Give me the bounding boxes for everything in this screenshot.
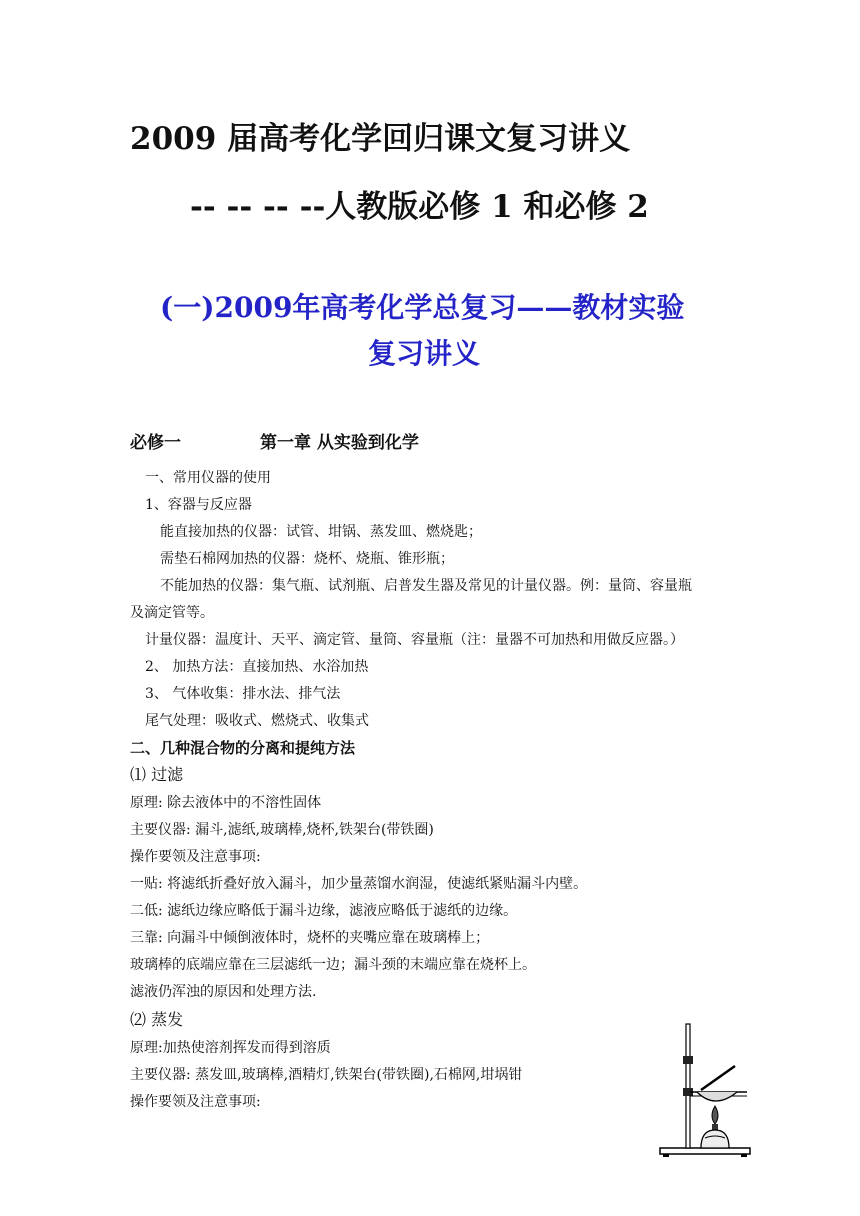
clamp-upper	[683, 1056, 693, 1064]
no-heat-line2: 及滴定管等。	[130, 605, 214, 621]
evaporation-title: ⑵ 蒸发	[130, 1010, 184, 1029]
section1-item2: 2、 加热方法：直接加热、水浴加热	[145, 659, 369, 675]
filtration-turbid: 滤液仍浑浊的原因和处理方法.	[130, 984, 317, 1000]
section1-item3: 3、 气体收集：排水法、排气法	[145, 686, 341, 702]
chapter-book: 必修一	[130, 433, 181, 453]
glass-rod	[701, 1066, 735, 1090]
filtration-three-lean: 三靠: 向漏斗中倾倒液体时，烧杯的夹嘴应靠在玻璃棒上；	[130, 930, 490, 946]
evaporation-apparatus-figure	[655, 1020, 755, 1160]
filtration-two-low: 二低: 滤纸边缘应略低于漏斗边缘，滤液应略低于滤纸的边缘。	[130, 903, 518, 919]
evaporation-principle: 原理:加热使溶剂挥发而得到溶质	[130, 1040, 331, 1056]
stand-base	[660, 1148, 750, 1154]
filtration-one-stick: 一贴: 将滤纸折叠好放入漏斗，加少量蒸馏水润湿，使滤纸紧贴漏斗内壁。	[130, 876, 588, 892]
filtration-principle: 原理: 除去液体中的不溶性固体	[130, 795, 322, 811]
gauze-heat-line: 需垫石棉网加热的仪器：烧杯、烧瓶、锥形瓶；	[160, 551, 454, 567]
stand-pole	[686, 1024, 690, 1148]
alcohol-lamp	[701, 1130, 729, 1148]
filtration-notes-title: 操作要领及注意事项:	[130, 849, 261, 865]
section1-item1: 1、容器与反应器	[145, 497, 252, 513]
lamp-wick	[712, 1124, 718, 1130]
flame	[712, 1106, 718, 1124]
document-title-line1: 2009 届高考化学回归课文复习讲义	[130, 121, 631, 157]
subtitle-line2: 复习讲义	[368, 337, 481, 370]
filtration-instruments: 主要仪器: 漏斗,滤纸,玻璃棒,烧杯,铁架台(带铁圈)	[130, 822, 434, 838]
measure-instruments-line: 计量仪器：温度计、天平、滴定管、量筒、容量瓶（注：量器不可加热和用做反应器。）	[145, 632, 684, 648]
evaporation-notes-title: 操作要领及注意事项:	[130, 1094, 261, 1110]
no-heat-line1: 不能加热的仪器：集气瓶、试剂瓶、启普发生器及常见的计量仪器。例：量筒、容量瓶	[160, 578, 692, 594]
evaporation-instruments: 主要仪器: 蒸发皿,玻璃棒,酒精灯,铁架台(带铁圈),石棉网,坩埚钳	[130, 1067, 523, 1083]
exhaust-treatment-line: 尾气处理：吸收式、燃烧式、收集式	[145, 713, 369, 729]
filtration-title: ⑴ 过滤	[130, 765, 184, 784]
document-title-line2: -- -- -- --人教版必修 1 和必修 2	[190, 189, 649, 225]
direct-heat-line: 能直接加热的仪器：试管、坩锅、蒸发皿、燃烧匙；	[160, 524, 482, 540]
chapter-name: 第一章 从实验到化学	[260, 433, 419, 453]
filtration-three-lean-cont: 玻璃棒的底端应靠在三层滤纸一边；漏斗颈的末端应靠在烧杯上。	[130, 957, 536, 973]
subtitle-line1: (一)2009年高考化学总复习——教材实验	[160, 291, 685, 324]
section1-heading: 一、常用仪器的使用	[145, 470, 271, 486]
section2-heading: 二、几种混合物的分离和提纯方法	[130, 739, 356, 757]
evaporating-dish	[697, 1092, 737, 1101]
